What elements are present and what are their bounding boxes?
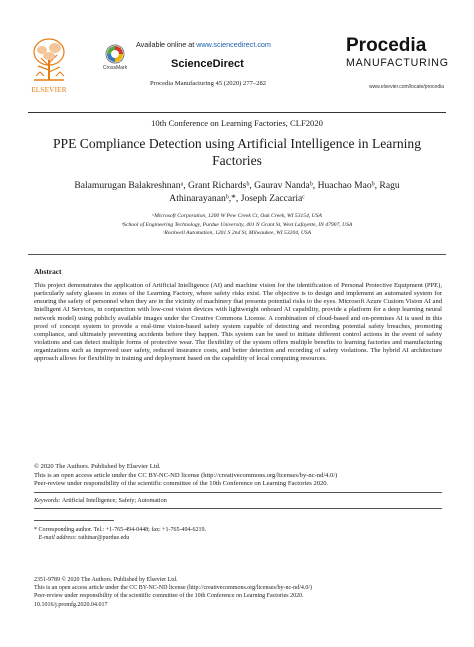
conference-name: 10th Conference on Learning Factories, CLF2020	[151, 118, 323, 128]
license-open-access[interactable]: This is an open access article under the CC BY-NC-ND license (http://creativecommons.org/licenses/by-nc-nd/4.0/)	[34, 471, 338, 479]
affiliations	[40, 212, 434, 238]
header-rule	[28, 112, 446, 113]
crossmark-badge[interactable]	[98, 44, 132, 84]
paper-title: PPE Compliance Detection using Artificial Intelligence in Learning Factories	[52, 136, 422, 168]
affiliation-c: ᶜRockwell Automation, 1201 S 2nd St, Milwaukee, WI 53204, USA	[162, 230, 312, 236]
procedia-title: Procedia	[346, 35, 427, 56]
procedia-subtitle: MANUFACTURING	[346, 57, 449, 69]
procedia-logo	[344, 35, 449, 108]
correspondence-note	[34, 526, 206, 542]
abstract-top-rule	[28, 254, 446, 255]
keywords-text: Artificial Intelligence; Safety; Automation	[61, 497, 167, 504]
footer-doi[interactable]: 10.1016/j.promfg.2020.04.017	[34, 601, 108, 608]
journal-citation: Procedia Manufacturing 45 (2020) 277–282	[150, 80, 267, 87]
crossmark-icon	[105, 44, 125, 64]
keywords-line	[34, 497, 167, 504]
affiliation-a: ᵃMicrosoft Corporation, 1200 W Pew Creek Ct, Oak Creek, WI 53154, USA	[152, 213, 322, 219]
abstract-heading: Abstract	[34, 267, 62, 276]
email-label: E-mail address:	[38, 535, 77, 541]
footer-peer-review: Peer-review under responsibility of the scientific committee of the 10th Conference on Learning Factories 2020.	[34, 593, 304, 600]
license-block	[34, 463, 454, 489]
procedia-url[interactable]: www.elsevier.com/locate/procedia	[368, 84, 444, 90]
affiliation-b: ᵇSchool of Engineering Technology, Purdue University, 401 N Grant St, West Lafayette, IN 47907, USA	[121, 221, 353, 228]
authors-line-2: Athinarayananᵇ,*, Joseph Zaccariaᶜ	[169, 193, 305, 204]
sciencedirect-link[interactable]: www.sciencedirect.com	[196, 40, 271, 49]
page-footer	[34, 576, 454, 609]
footnote-rule	[34, 520, 114, 521]
available-prefix: Available online at	[136, 40, 195, 49]
journal-header	[28, 35, 449, 116]
keywords-top-rule	[34, 492, 442, 493]
abstract-text: This project demonstrates the application of Artificial Intelligence (AI) and machine vision for the identification of Personal Protective Equipment (PPE), particularly safety glasses in zones of the Learning Factory, where safety risks exist. The objective is to design and implement an automated system for ensuring the safety of personnel when they are in the vicinity of machinery that presents potential risks to the eyes. Microsoft Azure Custom Vision AI and Intelligent AI Services, in conjunction with low-cost vision devices with lightweight onboard AI capability, provide a platform for a deep learning neural network model) using publicly available images under the Creative Commons License. A combination of cloud-based and on-premises AI is used in this proof of concept system to provide a real-time vision-based safety system capable of detecting and recording potential safety breaches, promoting compliance, and ultimately preventing accidents before they happen. This system can be used to initiate different control actions in the event of safety violations and can detect multiple forms of protective wear. The flexibility of the system offers multiple benefits to learning factories and manufacturing organizations such as improved user safety, reduced insurance costs, and better detection and recording of safety violations. The hybrid AI architecture approach allows for flexibility in training and deployment based on the capability of local computing resources.	[34, 282, 442, 363]
elsevier-logo	[28, 36, 70, 96]
keywords-label: Keywords:	[34, 497, 61, 504]
authors-line-1: Balamurugan Balakreshnanᵃ, Grant Richardsᵇ, Gaurav Nandaᵇ, Huachao Maoᵇ, Ragu	[74, 180, 400, 191]
available-online-line	[136, 40, 271, 49]
corresponding-author-line: * Corresponding author. Tel.: +1-765-494-0448; fax: +1-765-494-6219.	[34, 527, 207, 533]
license-peer-review: Peer-review under responsibility of the scientific committee of the 10th Conference on Learning Factories 2020.	[34, 480, 329, 488]
license-copyright: © 2020 The Authors. Published by Elsevier Ltd.	[34, 463, 161, 470]
elsevier-tree-icon	[28, 36, 70, 84]
footer-issn: 2351-9789 © 2020 The Authors. Published by Elsevier Ltd.	[34, 577, 178, 583]
email-line	[34, 534, 206, 542]
crossmark-label: CrossMark	[102, 65, 128, 71]
elsevier-label: ELSEVIER	[31, 86, 67, 94]
footer-open-access[interactable]: This is an open access article under the CC BY-NC-ND license (http://creativecommons.org/licenses/by-nc-nd/4.0/)	[34, 585, 312, 592]
abstract-body	[34, 282, 442, 364]
keywords-bottom-rule	[34, 508, 442, 509]
sciencedirect-wordmark: ScienceDirect	[171, 58, 244, 70]
author-list	[40, 179, 434, 205]
email-address[interactable]: rathinar@purdue.edu	[78, 535, 130, 541]
